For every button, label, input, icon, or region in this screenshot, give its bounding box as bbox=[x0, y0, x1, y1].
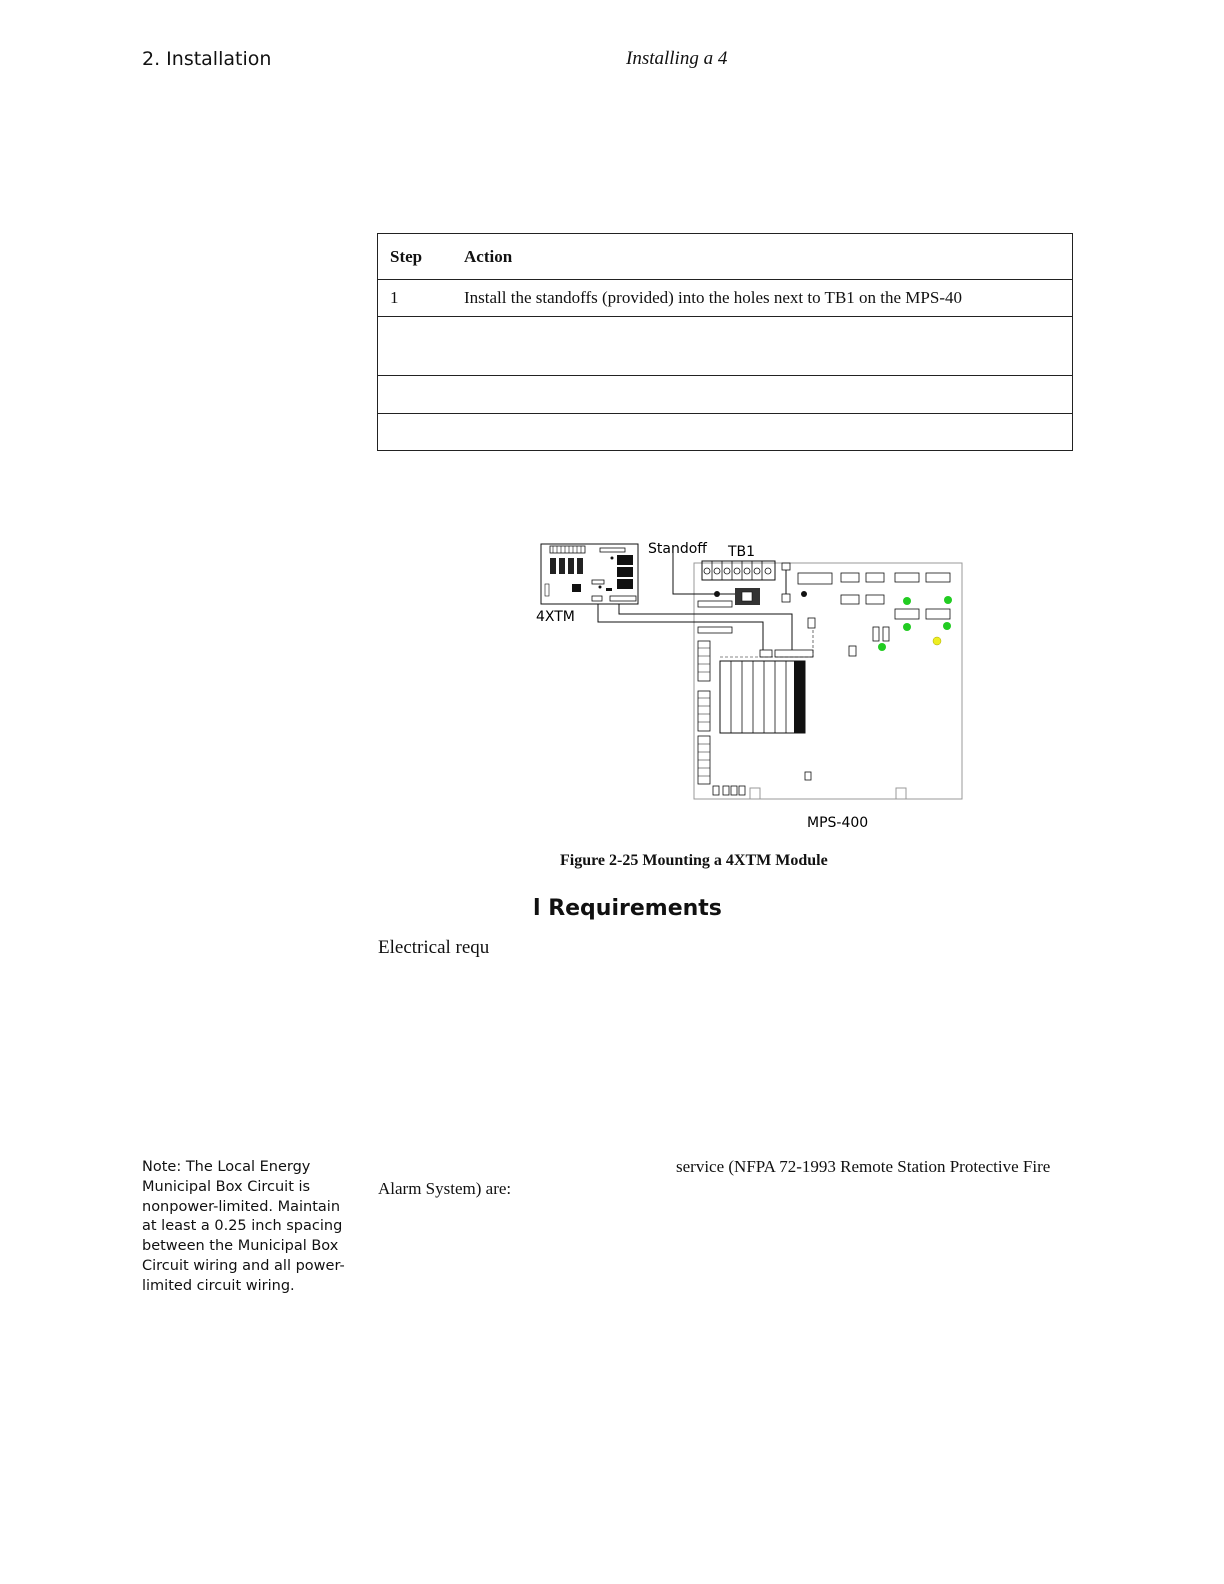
table-header-row bbox=[378, 234, 1073, 280]
section-heading: l Requirements bbox=[533, 896, 722, 921]
steps-table bbox=[377, 233, 1073, 451]
column-header-action: Action bbox=[452, 234, 1073, 280]
table-row bbox=[378, 376, 1073, 414]
board-label: MPS-400 bbox=[807, 815, 869, 831]
tb1-label: TB1 bbox=[728, 544, 756, 560]
standoff-label: Standoff bbox=[648, 541, 707, 557]
step-number: 1 bbox=[378, 280, 453, 317]
table-row bbox=[378, 280, 1073, 317]
step-action bbox=[452, 317, 1073, 376]
column-header-step: Step bbox=[378, 234, 453, 280]
step-number bbox=[378, 414, 453, 451]
step-action bbox=[452, 376, 1073, 414]
module-4xtm bbox=[541, 544, 638, 604]
step-number bbox=[378, 376, 453, 414]
module-label: 4XTM bbox=[536, 609, 575, 625]
body-intro: Electrical requ bbox=[378, 937, 490, 958]
mounting-diagram bbox=[530, 530, 970, 835]
status-leds bbox=[878, 596, 952, 651]
body-line-2: Alarm System) are: bbox=[378, 1179, 512, 1198]
board-mps-400 bbox=[694, 561, 962, 799]
table-row bbox=[378, 317, 1073, 376]
step-action bbox=[452, 414, 1073, 451]
step-number bbox=[378, 317, 453, 376]
step-action: Install the standoffs (provided) into the holes next to TB1 on the MPS-40 bbox=[452, 280, 1073, 317]
figure-caption: Figure 2-25 Mounting a 4XTM Module bbox=[560, 852, 828, 869]
body-line-1: service (NFPA 72-1993 Remote Station Protective Fire bbox=[676, 1157, 1051, 1176]
header-title: Installing a 4 bbox=[626, 48, 728, 69]
margin-note: Note: The Local Energy Municipal Box Circuit is nonpower-limited. Maintain at least a 0.25 inch spacing between the Municipal Box Circuit wiring and all power-limited circuit wiring. bbox=[142, 1159, 345, 1294]
header-section: 2. Installation bbox=[142, 48, 272, 70]
table-row bbox=[378, 414, 1073, 451]
